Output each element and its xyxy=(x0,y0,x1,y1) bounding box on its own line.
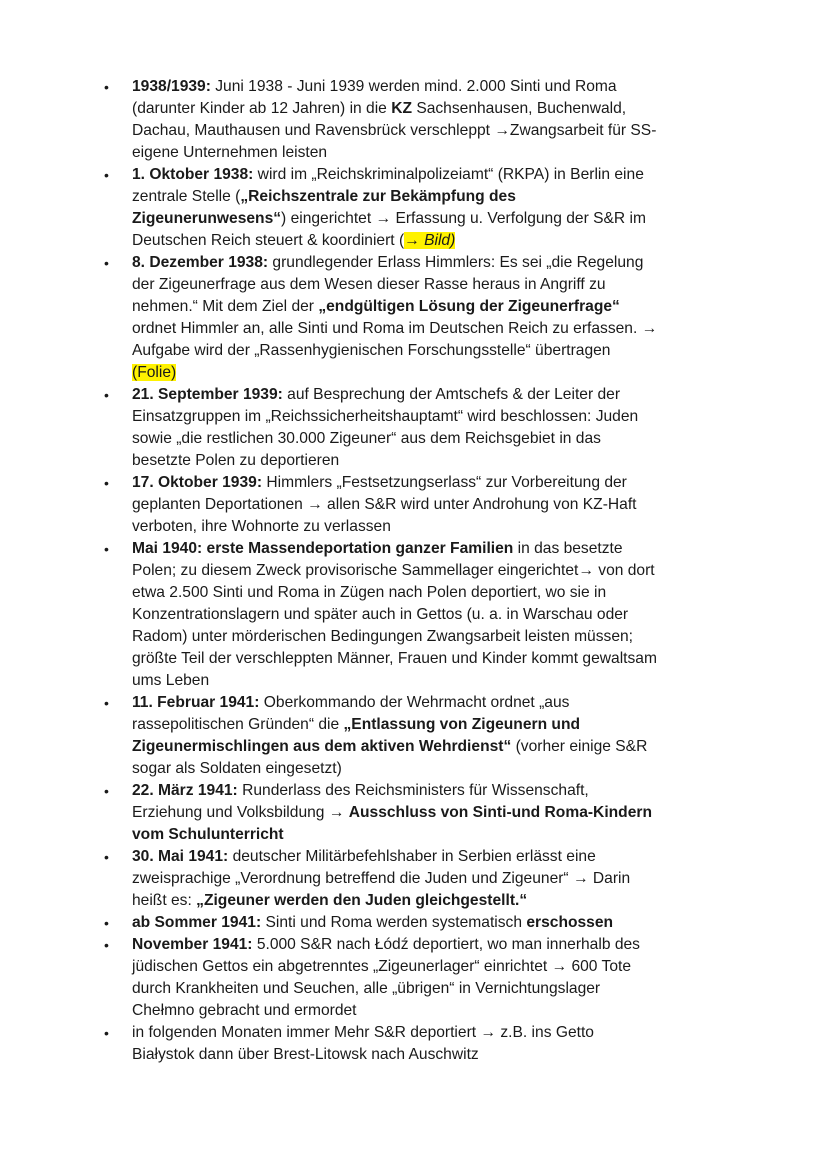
bold-text: „Entlassung von Zigeunern und Zigeunermischlingen aus dem aktiven Wehrdienst“ xyxy=(132,716,581,755)
entry-text: Juni 1938 - Juni 1939 werden mind. 2.000 Sinti und Roma (darunter Kinder ab 12 Jahren) in die xyxy=(132,78,617,117)
bullet-point: • xyxy=(104,475,109,491)
bold-text: ab Sommer 1941: xyxy=(132,914,262,931)
entry-text: (vorher einige S&R sogar als Soldaten eingesetzt) xyxy=(132,738,648,777)
timeline-entry xyxy=(0,934,828,1022)
timeline-entry xyxy=(0,846,828,912)
bold-text: „Zigeuner werden den Juden gleichgestellt.“ xyxy=(196,892,528,909)
entry-text: wird im „Reichskriminalpolizeiamt“ (RKPA) in Berlin eine zentrale Stelle ( xyxy=(132,166,644,205)
bullet-point: • xyxy=(104,167,109,183)
bold-text: erschossen xyxy=(526,914,614,931)
bullet-point: • xyxy=(104,849,109,865)
bold-text: 1938/1939: xyxy=(132,78,211,95)
bullet-point: • xyxy=(104,387,109,403)
entry-text: 5.000 S&R nach Łódź deportiert, wo man innerhalb des jüdischen Gettos ein abgetrenntes „Zigeunerlager“ einrichtet → 600 Tote durch Krankheiten und Seuchen, alle „übrigen“ in Vernichtungslager Chełmno gebracht und ermordet xyxy=(132,936,640,1019)
bold-text: 17. Oktober 1939: xyxy=(132,474,263,491)
bold-text: Ausschluss von Sinti-und Roma-Kindern vom Schulunterricht xyxy=(132,804,652,843)
bold-text: November 1941: xyxy=(132,936,253,953)
bold-text: „endgültigen Lösung der Zigeunerfrage“ xyxy=(318,298,620,315)
entry-text: in folgenden Monaten immer Mehr S&R deportiert → z.B. ins Getto Białystok dann über Brest-Litowsk nach Auschwitz xyxy=(132,1024,594,1063)
timeline-entry xyxy=(0,384,828,472)
entry-text: in das besetzte Polen; zu diesem Zweck provisorische Sammellager eingerichtet→ von dort etwa 2.500 Sinti und Roma in Zügen nach Polen deportiert, wo sie in Konzentrationslagern und später auch in Gettos (u. a. in Warschau oder Radom) unter mörderischen Bedingungen Zwangsarbeit leisten müssen; größte Teil der verschleppten Männer, Frauen und Kinder kommt gewaltsam ums Leben xyxy=(132,540,657,689)
highlighted-reference: (Folie) xyxy=(132,364,177,381)
bold-text: „Reichszentrale zur Bekämpfung des Zigeunerunwesens“ xyxy=(132,188,516,227)
timeline-entry xyxy=(0,538,828,692)
timeline-entry xyxy=(0,164,828,252)
timeline-entry xyxy=(0,472,828,538)
timeline-entry xyxy=(0,912,828,934)
timeline-entry xyxy=(0,692,828,780)
bullet-point: • xyxy=(104,255,109,271)
bold-text: 1. Oktober 1938: xyxy=(132,166,254,183)
bold-text: 21. September 1939: xyxy=(132,386,283,403)
bullet-point: • xyxy=(104,79,109,95)
bold-text: KZ xyxy=(391,100,412,117)
bold-text: 22. März 1941: xyxy=(132,782,238,799)
timeline-entry xyxy=(0,76,828,164)
entry-text: Sachsenhausen, Buchenwald, Dachau, Mauthausen und Ravensbrück verschleppt →Zwangsarbeit für SS-eigene Unternehmen leisten xyxy=(132,100,657,161)
bullet-point: • xyxy=(104,541,109,557)
timeline-entry xyxy=(0,1022,828,1066)
bold-text: 8. Dezember 1938: xyxy=(132,254,269,271)
timeline-entry xyxy=(0,780,828,846)
entry-text: auf Besprechung der Amtschefs & der Leiter der Einsatzgruppen im „Reichssicherheitshauptamt“ wird beschlossen: Juden sowie „die restlichen 30.000 Zigeuner“ aus dem Reichsgebiet in das besetzte Polen zu deportieren xyxy=(132,386,639,469)
highlighted-reference: → Bild) xyxy=(404,232,456,249)
entry-text: Himmlers „Festsetzungserlass“ zur Vorbereitung der geplanten Deportationen → allen S&R wird unter Androhung von KZ-Haft verboten, ihre Wohnorte zu verlassen xyxy=(132,474,637,535)
bold-text: 30. Mai 1941: xyxy=(132,848,229,865)
bullet-point: • xyxy=(104,783,109,799)
timeline-bullet-list xyxy=(0,76,828,1066)
entry-text: ) eingerichtet → Erfassung u. Verfolgung der S&R im Deutschen Reich steuert & koordiniert ( xyxy=(132,210,646,249)
entry-text: Runderlass des Reichsministers für Wissenschaft, Erziehung und Volksbildung → xyxy=(132,782,589,821)
bold-text: 11. Februar 1941: xyxy=(132,694,260,711)
entry-text: Sinti und Roma werden systematisch xyxy=(261,914,527,931)
bullet-point: • xyxy=(104,695,109,711)
entry-text: grundlegender Erlass Himmlers: Es sei „die Regelung der Zigeunerfrage aus dem Wesen dieser Rasse heraus in Angriff zu nehmen.“ Mit dem Ziel der xyxy=(132,254,644,315)
bullet-point: • xyxy=(104,1025,109,1041)
timeline-entry xyxy=(0,252,828,384)
entry-text: deutscher Militärbefehlshaber in Serbien erlässt eine zweisprachige „Verordnung betreffend die Juden und Zigeuner“ → Darin heißt es: xyxy=(132,848,631,909)
bold-text: Mai 1940: erste Massendeportation ganzer Familien xyxy=(132,540,514,557)
bullet-point: • xyxy=(104,937,109,953)
entry-text: Oberkommando der Wehrmacht ordnet „aus rassepolitischen Gründen“ die xyxy=(132,694,570,733)
document-page xyxy=(0,76,828,1066)
entry-text: ordnet Himmler an, alle Sinti und Roma im Deutschen Reich zu erfassen. → Aufgabe wird der „Rassenhygienischen Forschungsstelle“ übertragen xyxy=(132,320,658,359)
bullet-point: • xyxy=(104,915,109,931)
